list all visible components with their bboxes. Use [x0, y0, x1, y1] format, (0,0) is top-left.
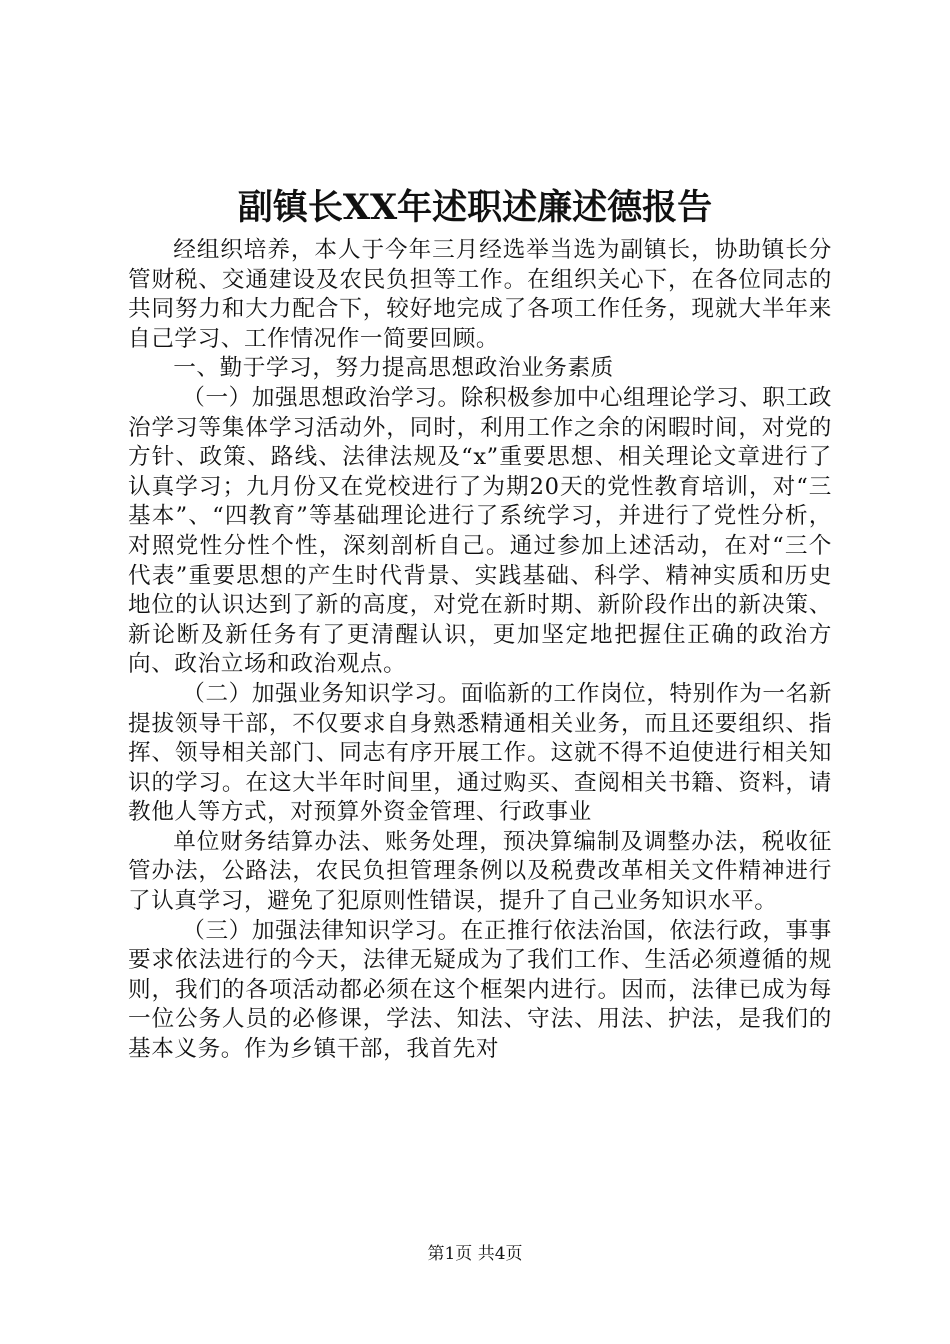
paragraph-political-study: （一）加强思想政治学习。除积极参加中心组理论学习、职工政治学习等集体学习活动外，同时，利用工作之余的闲暇时间，对党的方针、政策、路线、法律法规及“x”重要思想、相关理论文章进行了认真学习；九月份又在党校进行了为期20天的党性教育培训，对“三基本”、“四教育”等基础理论进行了系统学习，并进行了党性分析，对照党性分性个性，深刻剖析自己。通过参加上述活动，在对“三个代表”重要思想的产生时代背景、实践基础、科学、精神实质和历史地位的认识达到了新的高度，对党在新时期、新阶段作出的新决策、新论断及新任务有了更清醒认识，更加坚定地把握住正确的政治方向、政治立场和政治观点。 [128, 384, 832, 678]
section-heading-1: 一、勤于学习，努力提高思想政治业务素质 [173, 355, 614, 382]
paragraph-legal-study: （三）加强法律知识学习。在正推行依法治国，依法行政，事事要求依法进行的今天，法律无疑成为了我们工作、生活必须遵循的规则，我们的各项活动都必须在这个框架内进行。因而，法律已成为每一位公务人员的必修课，学法、知法、守法、用法、护法，是我们的基本义务。作为乡镇干部，我首先对 [128, 917, 832, 1063]
paragraph-business-study-cont: 单位财务结算办法、账务处理，预决算编制及调整办法，税收征管办法，公路法，农民负担管理条例以及税费改革相关文件精神进行了认真学习，避免了犯原则性错误，提升了自己业务知识水平。 [128, 828, 832, 915]
document-title: 副镇长XX年述职述廉述德报告 [237, 187, 713, 228]
paragraph-intro: 经组织培养，本人于今年三月经选举当选为副镇长，协助镇长分管财税、交通建设及农民负担等工作。在组织关心下，在各位同志的共同努力和大力配合下，较好地完成了各项工作任务，现就大半年来自己学习、工作情况作一简要回顾。 [128, 237, 832, 352]
paragraph-business-study: （二）加强业务知识学习。面临新的工作岗位，特别作为一名新提拔领导干部，不仅要求自身熟悉精通相关业务，而且还要组织、指挥、领导相关部门、同志有序开展工作。这就不得不迫使进行相关知识的学习。在这大半年时间里，通过购买、查阅相关书籍、资料，请教他人等方式，对预算外资金管理、行政事业 [128, 680, 832, 826]
page-footer: 第1页 共4页 [427, 1244, 523, 1264]
document-body [128, 236, 832, 1065]
